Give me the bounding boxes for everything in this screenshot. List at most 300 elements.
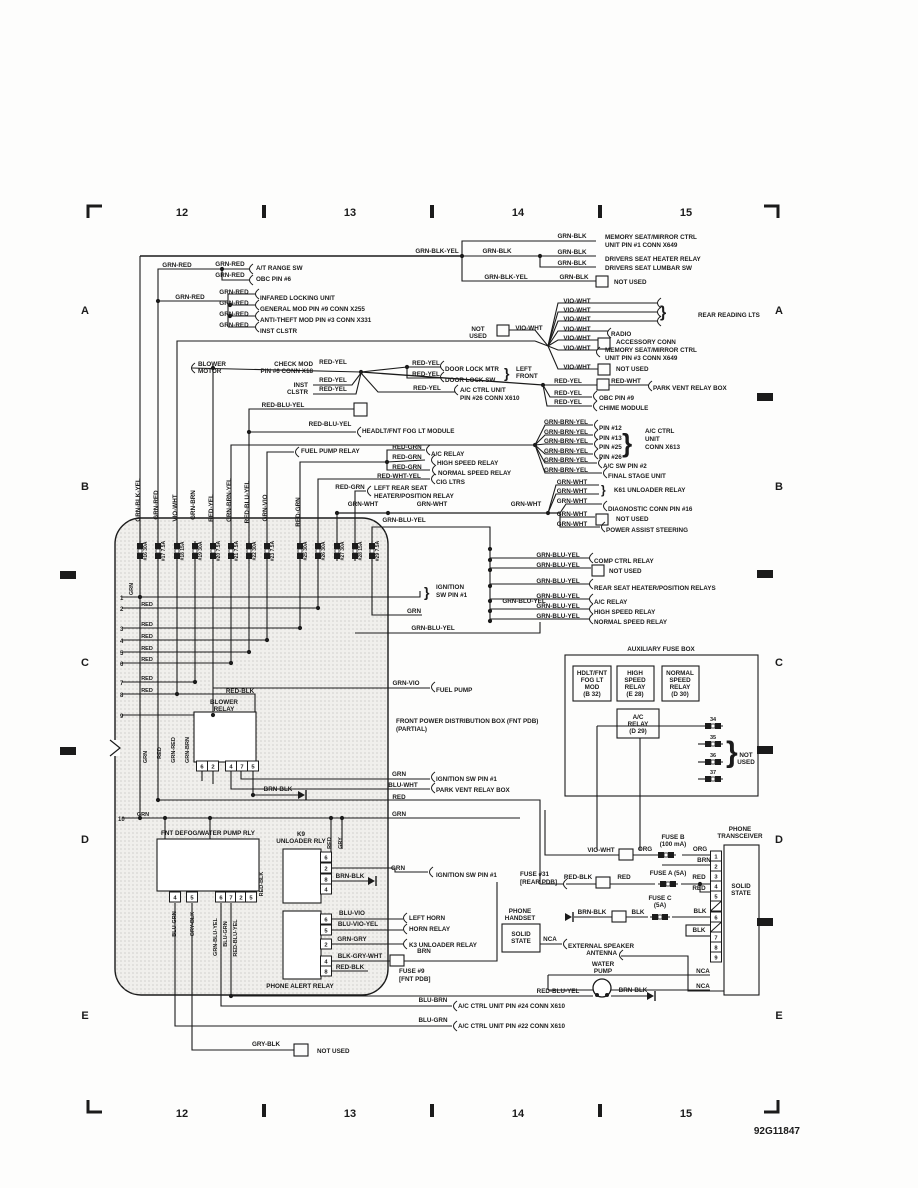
fuse-body bbox=[662, 914, 668, 920]
component-box bbox=[283, 849, 321, 903]
pin-number: 6 bbox=[200, 764, 204, 771]
label: GRN-BRN-YEL bbox=[543, 429, 589, 436]
label: ACCESSORY CONN bbox=[616, 339, 676, 346]
label: GRN-RED bbox=[219, 311, 249, 318]
label: RED-YEL bbox=[554, 399, 582, 406]
wire bbox=[372, 527, 490, 549]
label: RED-BLK bbox=[563, 874, 593, 881]
label: (100 mA) bbox=[659, 841, 687, 848]
connector-icon bbox=[595, 439, 599, 449]
connector-icon bbox=[604, 501, 608, 511]
label: BLOWER bbox=[210, 699, 238, 706]
label: VIO-WHT bbox=[172, 494, 179, 522]
label: VIO-WHT bbox=[563, 326, 591, 333]
connector-icon bbox=[441, 361, 445, 371]
label: BLK bbox=[693, 908, 707, 915]
label: NOT USED bbox=[616, 366, 649, 373]
label: FUEL PUMP RELAY bbox=[301, 448, 360, 455]
label: IGNITION SW PIN #1 bbox=[436, 776, 497, 783]
connector-icon bbox=[358, 427, 362, 437]
label: (5A) bbox=[653, 902, 667, 909]
label: RELAY bbox=[213, 706, 235, 713]
label: #18 15A bbox=[180, 541, 186, 561]
diode-icon bbox=[565, 913, 572, 921]
label: FUSE B bbox=[661, 834, 685, 841]
connector-icon bbox=[590, 579, 594, 589]
junction-dot bbox=[175, 692, 179, 696]
terminal-box bbox=[294, 1044, 308, 1056]
pin-number: 8 bbox=[324, 969, 328, 976]
label: RED bbox=[141, 657, 153, 663]
label: #26 30A bbox=[321, 541, 327, 561]
fuse-element bbox=[658, 915, 662, 919]
label: GRN-BLK-YEL bbox=[415, 248, 459, 255]
label: GRN bbox=[129, 582, 135, 596]
fuse-element bbox=[353, 549, 357, 553]
label: NORMAL SPEED RELAY bbox=[438, 470, 512, 477]
label: [REAR PDB] bbox=[520, 879, 558, 886]
label: VIO-WHT bbox=[563, 316, 591, 323]
label: SOLID bbox=[731, 883, 751, 890]
connector-icon bbox=[454, 1001, 458, 1011]
label: 13 bbox=[343, 1108, 357, 1120]
label: BLK bbox=[692, 927, 706, 934]
terminal-box bbox=[354, 403, 367, 416]
junction-dot bbox=[488, 619, 492, 623]
label: STATE bbox=[511, 938, 531, 945]
label: BRN bbox=[417, 948, 431, 955]
label: #22 30A bbox=[252, 541, 258, 561]
fuse-body bbox=[670, 881, 676, 887]
junction-dot bbox=[538, 254, 542, 258]
fuse-element bbox=[229, 549, 233, 553]
label: RED-YEL bbox=[412, 360, 440, 367]
label: A/C SW PIN #2 bbox=[603, 463, 647, 470]
label: FOG LT bbox=[580, 677, 604, 684]
label: GRY-BLK bbox=[251, 1041, 281, 1048]
label: RED-GRN bbox=[335, 484, 365, 491]
label: OBC PIN #6 bbox=[256, 276, 291, 283]
pin-number: 5 bbox=[714, 894, 718, 901]
label: GRN-RED bbox=[219, 322, 249, 329]
fuse-body bbox=[668, 852, 674, 858]
terminal-box bbox=[612, 911, 626, 922]
label: A/C bbox=[632, 714, 644, 721]
junction-dot bbox=[359, 370, 363, 374]
junction-dot bbox=[251, 793, 255, 797]
terminal-box bbox=[619, 849, 633, 860]
pin-number: 2 bbox=[714, 864, 718, 871]
label: HORN RELAY bbox=[409, 926, 451, 933]
junction-dot bbox=[488, 599, 492, 603]
wire bbox=[88, 206, 102, 218]
label: A bbox=[775, 305, 783, 317]
label: RED-WHT-YEL bbox=[377, 473, 421, 480]
fuse-body bbox=[652, 914, 658, 920]
label: VIO-WHT bbox=[563, 298, 591, 305]
label: BLU-BRN bbox=[418, 997, 448, 1004]
label: RED-BLU-YEL bbox=[233, 919, 239, 957]
edge-break-mask bbox=[110, 740, 120, 756]
connector-icon bbox=[404, 924, 408, 934]
terminal-box bbox=[596, 877, 610, 888]
label: 36 bbox=[709, 753, 717, 759]
label: GRN-WHT bbox=[347, 501, 379, 508]
label: NCA bbox=[696, 983, 710, 990]
label: PIN #25 bbox=[599, 444, 622, 451]
connector-icon bbox=[595, 449, 599, 459]
label: 9 bbox=[120, 714, 124, 720]
connector-icon bbox=[602, 522, 606, 532]
label: FUSE C bbox=[648, 895, 672, 902]
label: RED bbox=[141, 646, 153, 652]
connector-icon bbox=[432, 772, 436, 782]
label: #21 7.5A bbox=[234, 540, 240, 562]
label: C bbox=[775, 657, 783, 669]
wire bbox=[764, 1100, 778, 1112]
label: RED-YEL bbox=[319, 377, 347, 384]
connector-icon bbox=[594, 391, 598, 401]
label: NORMAL bbox=[666, 670, 694, 677]
label: GRN-WHT bbox=[556, 521, 588, 528]
label: (D 30) bbox=[671, 691, 689, 698]
label: RED-WHT bbox=[611, 378, 641, 385]
fuse-body bbox=[705, 776, 711, 782]
label: #28 15A bbox=[358, 541, 364, 561]
label: } bbox=[622, 428, 633, 458]
label: GRN-BLU-YEL bbox=[536, 578, 580, 585]
terminal-box bbox=[596, 276, 608, 287]
connector-icon bbox=[430, 867, 434, 877]
connector-icon bbox=[590, 553, 594, 563]
label: RED-GRN bbox=[392, 454, 422, 461]
pin-number: 6 bbox=[324, 855, 328, 862]
label: K9 bbox=[296, 831, 306, 838]
pin-number: 5 bbox=[251, 764, 255, 771]
label: RED bbox=[692, 874, 706, 881]
junction-dot bbox=[208, 816, 212, 820]
label: IGNITION SW PIN #1 bbox=[436, 872, 497, 879]
junction-dot bbox=[229, 994, 233, 998]
connector-icon bbox=[590, 604, 594, 614]
connector-icon bbox=[256, 311, 260, 321]
label: RED-YEL bbox=[319, 386, 347, 393]
connector-icon bbox=[595, 430, 599, 440]
fuse-element bbox=[711, 760, 715, 764]
label: RED bbox=[157, 747, 163, 759]
label: NOT USED bbox=[317, 1048, 350, 1055]
junction-dot bbox=[488, 547, 492, 551]
label: RADIO bbox=[611, 331, 632, 338]
pin-number: 4 bbox=[324, 959, 328, 966]
label: REAR SEAT HEATER/POSITION RELAYS bbox=[594, 585, 716, 592]
label: EXTERNAL SPEAKER bbox=[568, 943, 635, 950]
label: 15 bbox=[679, 1108, 693, 1120]
label: MOD bbox=[584, 684, 600, 691]
pin-number: 5 bbox=[249, 895, 253, 902]
fuse-element bbox=[175, 549, 179, 553]
junction-dot bbox=[488, 558, 492, 562]
label: ORG bbox=[637, 846, 653, 853]
label: FUEL PUMP bbox=[436, 687, 473, 694]
label: } bbox=[424, 584, 430, 600]
label: RED-BLK bbox=[335, 964, 365, 971]
junction-dot bbox=[193, 680, 197, 684]
pin-number: 2 bbox=[324, 866, 328, 873]
connector-icon bbox=[441, 372, 445, 382]
label: HIGH bbox=[627, 670, 643, 677]
label: GRN-WHT bbox=[556, 479, 588, 486]
fuse-element bbox=[298, 549, 302, 553]
label: RED-BLU-YEL bbox=[244, 480, 251, 524]
label: 10 bbox=[118, 817, 125, 823]
junction-dot bbox=[541, 383, 545, 387]
label: RED bbox=[141, 622, 153, 628]
label: RED-BLU-YEL bbox=[261, 402, 305, 409]
label: PIN #12 bbox=[599, 425, 622, 432]
label: GRN-WHT bbox=[416, 501, 448, 508]
label: DOOR LOCK MTR bbox=[445, 366, 499, 373]
label: USED bbox=[469, 333, 487, 340]
label: #25 30A bbox=[303, 541, 309, 561]
pin-number: 3 bbox=[714, 874, 718, 881]
label: RED-YEL bbox=[208, 494, 215, 522]
label: OBC PIN #9 bbox=[599, 395, 634, 402]
label: #17 7.5A bbox=[161, 540, 167, 562]
terminal-box bbox=[597, 379, 609, 390]
fuse-element bbox=[664, 853, 668, 857]
pin-number: 5 bbox=[190, 895, 194, 902]
label: 12 bbox=[175, 207, 189, 219]
label: IGNITION bbox=[436, 584, 464, 591]
label: MOTOR bbox=[198, 368, 222, 375]
terminal-box bbox=[497, 325, 509, 336]
connector-icon bbox=[620, 950, 624, 960]
connector-icon bbox=[595, 420, 599, 430]
label: DIAGNOSTIC CONN PIN #16 bbox=[608, 506, 693, 513]
label: } bbox=[601, 483, 606, 497]
diode-icon bbox=[647, 992, 654, 1000]
label: 7 bbox=[120, 681, 124, 687]
junction-dot bbox=[488, 609, 492, 613]
label: (PARTIAL) bbox=[396, 726, 428, 733]
label: DRIVERS SEAT LUMBAR SW bbox=[605, 265, 692, 272]
label: RED bbox=[617, 874, 631, 881]
label: STATE bbox=[731, 890, 751, 897]
fuse-element bbox=[193, 549, 197, 553]
junction-dot bbox=[247, 430, 251, 434]
label: GRN-RED bbox=[153, 490, 160, 520]
connector-icon bbox=[256, 300, 260, 310]
label: GENERAL MOD PIN #9 CONN X255 bbox=[260, 306, 365, 313]
component-box bbox=[283, 911, 321, 979]
fuse-element bbox=[156, 549, 160, 553]
label: A/C RELAY bbox=[594, 599, 628, 606]
label: PIN #26 CONN X610 bbox=[460, 395, 520, 402]
label: B bbox=[775, 481, 783, 493]
label: RED-BLU-YEL bbox=[308, 421, 352, 428]
label: BRN-BLK bbox=[335, 873, 365, 880]
fuse-element bbox=[666, 882, 670, 886]
junction-dot bbox=[340, 816, 344, 820]
label: 14 bbox=[511, 1108, 525, 1120]
label: GRN-BLU-YEL bbox=[502, 598, 546, 605]
label: HEATER/POSITION RELAY bbox=[374, 493, 454, 500]
label: GRN-VIO bbox=[262, 494, 269, 522]
pin-number: 6 bbox=[219, 895, 223, 902]
component-box bbox=[194, 712, 256, 762]
label: #20 7.5A bbox=[216, 540, 222, 562]
label: 35 bbox=[709, 735, 717, 741]
pin-number: 4 bbox=[714, 884, 718, 891]
wire bbox=[764, 206, 778, 218]
label: RED bbox=[692, 885, 706, 892]
label: BLU-GRN bbox=[418, 1017, 448, 1024]
connector-icon bbox=[432, 474, 436, 484]
label: FRONT POWER DISTRIBUTION BOX (FNT PDB) bbox=[396, 718, 539, 725]
label: GRN-BLK-YEL bbox=[135, 478, 142, 522]
label: BRN-BLK bbox=[577, 909, 607, 916]
label: SOLID bbox=[511, 931, 531, 938]
junction-dot bbox=[460, 254, 464, 258]
label: GRN-BRN-YEL bbox=[543, 457, 589, 464]
label: FUSE #9 bbox=[399, 968, 425, 975]
label: USED bbox=[737, 759, 755, 766]
terminal-box bbox=[592, 565, 604, 576]
label: GRN-GRY bbox=[337, 936, 367, 943]
label: 3 bbox=[120, 627, 124, 633]
connector-icon bbox=[594, 401, 598, 411]
junction-dot bbox=[265, 638, 269, 642]
wire bbox=[88, 1100, 102, 1112]
label: GRN-BRN-YEL bbox=[543, 448, 589, 455]
junction-dot bbox=[316, 606, 320, 610]
pin-number: 8 bbox=[714, 945, 718, 952]
label: VIO-WHT bbox=[563, 335, 591, 342]
label: PUMP bbox=[593, 968, 613, 975]
label: A/C CTRL UNIT PIN #22 CONN X610 bbox=[458, 1023, 565, 1030]
label: GRN-BLK bbox=[557, 233, 587, 240]
label: VIO-WHT bbox=[563, 307, 591, 314]
label: GRN-WHT bbox=[556, 488, 588, 495]
label: RED bbox=[141, 688, 153, 694]
label: RED-BLK bbox=[225, 688, 255, 695]
label: UNIT bbox=[645, 436, 660, 443]
label: } bbox=[504, 365, 510, 381]
label: GRN-BLU-YEL bbox=[536, 552, 580, 559]
label: GRY-BLK bbox=[190, 911, 196, 937]
junction-dot bbox=[546, 511, 550, 515]
fuse-element bbox=[711, 724, 715, 728]
junction-dot bbox=[605, 993, 609, 997]
junction-dot bbox=[247, 650, 251, 654]
label: GRN-BLU-YEL bbox=[536, 603, 580, 610]
label: FRONT bbox=[516, 373, 538, 380]
label: BRN-BLK bbox=[618, 987, 648, 994]
label: BLK bbox=[631, 909, 645, 916]
label: GRN-BLK bbox=[557, 260, 587, 267]
pin-number: 5 bbox=[324, 928, 328, 935]
pin-number: 4 bbox=[173, 895, 177, 902]
label: GRN-BLU-YEL bbox=[382, 517, 426, 524]
label: } bbox=[660, 304, 667, 321]
label: GRN-BLU-YEL bbox=[536, 593, 580, 600]
label: BLU-GRN bbox=[223, 921, 229, 947]
connector-icon bbox=[433, 465, 437, 475]
label: 15 bbox=[679, 207, 693, 219]
label: BLU-VIO-YEL bbox=[337, 921, 379, 928]
label: GRN-RED bbox=[175, 294, 205, 301]
label: 37 bbox=[709, 770, 717, 776]
connector-icon bbox=[432, 682, 436, 692]
label: VIO-WHT bbox=[515, 325, 543, 332]
label: RELAY bbox=[627, 721, 649, 728]
label: BLU-VIO bbox=[339, 910, 365, 917]
pin-number: 2 bbox=[324, 942, 328, 949]
label: COMP CTRL RELAY bbox=[594, 558, 654, 565]
fuse-body bbox=[715, 776, 721, 782]
label: RED-YEL bbox=[554, 390, 582, 397]
connector-icon bbox=[256, 289, 260, 299]
label: RED-GRN bbox=[295, 497, 302, 527]
fuse-element bbox=[316, 549, 320, 553]
label: A/C RELAY bbox=[431, 451, 465, 458]
label: INST bbox=[293, 382, 308, 389]
fuse-element bbox=[265, 549, 269, 553]
label: BLU-GRN bbox=[172, 911, 178, 937]
junction-dot bbox=[488, 568, 492, 572]
label: MEMORY SEAT/MIRROR CTRL bbox=[605, 234, 697, 241]
fuse-body bbox=[705, 759, 711, 765]
junction-dot bbox=[595, 993, 599, 997]
label: GRN bbox=[391, 865, 405, 872]
pin-number: 1 bbox=[714, 854, 718, 861]
label: PIN #13 bbox=[599, 435, 622, 442]
label: REAR READING LTS bbox=[698, 312, 760, 319]
label: (B 32) bbox=[583, 691, 601, 698]
label: PARK VENT RELAY BOX bbox=[653, 385, 727, 392]
label: BLOWER bbox=[198, 361, 226, 368]
label: PHONE ALERT RELAY bbox=[266, 983, 334, 990]
label: CHECK MOD bbox=[274, 361, 313, 368]
label: GRN bbox=[407, 608, 421, 615]
label: [FNT PDB] bbox=[399, 976, 431, 983]
label: HANDSET bbox=[504, 915, 536, 922]
label: GRN-RED bbox=[219, 289, 249, 296]
label: HIGH SPEED RELAY bbox=[594, 609, 656, 616]
connector-icon bbox=[250, 264, 254, 274]
label: 12 bbox=[175, 1108, 189, 1120]
junction-dot bbox=[156, 798, 160, 802]
fuse-body bbox=[715, 759, 721, 765]
label: RED-YEL bbox=[412, 371, 440, 378]
label: #27 30A bbox=[340, 541, 346, 561]
label: K3 UNLOADER RELAY bbox=[409, 942, 477, 949]
pin-number: 2 bbox=[239, 895, 243, 902]
label: GRN-WHT bbox=[556, 498, 588, 505]
pin-number: 7 bbox=[229, 895, 233, 902]
label: GRN-BLU-YEL bbox=[213, 918, 219, 956]
label: WATER bbox=[591, 961, 615, 968]
connector-icon bbox=[454, 1021, 458, 1031]
label: GRN-BLU-YEL bbox=[411, 625, 455, 632]
pin-number: 4 bbox=[229, 764, 233, 771]
label: 4 bbox=[120, 639, 124, 645]
label: GRN-BRN-YEL bbox=[543, 438, 589, 445]
label: (E 28) bbox=[626, 691, 644, 698]
label: 1 bbox=[120, 596, 124, 602]
component-box bbox=[724, 845, 759, 995]
